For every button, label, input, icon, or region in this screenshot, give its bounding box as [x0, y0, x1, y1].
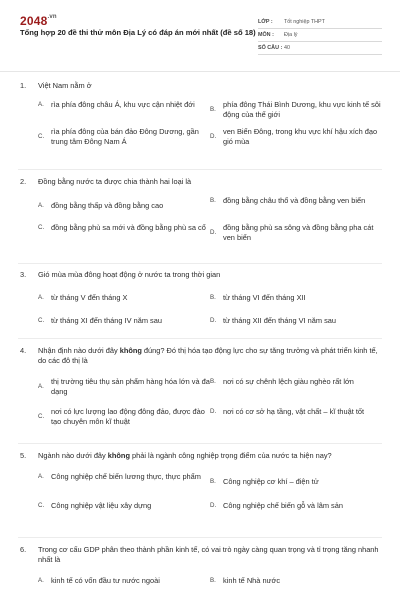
option-text: từ tháng XI đến tháng IV năm sau: [51, 316, 162, 325]
meta-value: 40: [284, 45, 290, 51]
stem-text: Nhận định nào dưới đây: [38, 346, 120, 355]
meta-label: LỚP :: [258, 19, 273, 25]
meta-row-count: [258, 42, 382, 55]
question-2: [20, 177, 380, 248]
option-c[interactable]: [38, 316, 208, 326]
option-d[interactable]: [210, 316, 382, 326]
option-text: từ tháng VI đến tháng XII: [223, 293, 306, 302]
option-key: A.: [38, 473, 44, 480]
question-3: [20, 270, 380, 329]
option-text: rìa phía đông châu Á, khu vực cận nhiệt đới: [51, 100, 195, 109]
question-stem: Trong cơ cấu GDP phân theo thành phần kinh tế, có vai trò ngày càng quan trọng và tỉ trọng tăng nhanh nhất là: [38, 545, 379, 564]
option-key: B.: [210, 378, 216, 385]
option-text: Công nghiệp vật liệu xây dựng: [51, 501, 152, 510]
meta-label: MÔN :: [258, 32, 274, 38]
option-key: B.: [210, 577, 216, 584]
question-number: 2.: [20, 177, 27, 186]
option-text: nơi có lực lượng lao động đông đảo, được đào tạo chuyên môn kĩ thuật: [51, 407, 205, 426]
exam-meta: [258, 16, 382, 55]
option-b[interactable]: [210, 377, 378, 387]
option-text: đồng bằng thấp và đồng bằng cao: [51, 201, 164, 210]
meta-value: Tốt nghiệp THPT: [284, 19, 325, 25]
option-b[interactable]: [210, 293, 382, 303]
page-header: [0, 0, 400, 66]
question-number: 4.: [20, 346, 27, 355]
option-d[interactable]: [210, 501, 382, 511]
question-stem: [38, 346, 380, 366]
option-text: nơi có cơ sở hạ tầng, vật chất – kĩ thuật tốt: [223, 407, 365, 416]
option-key: D.: [210, 408, 217, 415]
question-stem: [38, 451, 380, 461]
option-c[interactable]: [38, 127, 208, 147]
question-divider: [18, 443, 382, 444]
stem-text: phải là ngành công nghiệp trọng điểm của nước ta hiện nay?: [129, 451, 332, 460]
question-1: [20, 81, 380, 152]
option-key: B.: [210, 106, 216, 113]
option-key: C.: [38, 317, 45, 324]
option-text: Công nghiệp cơ khí – điện tử: [223, 477, 319, 486]
meta-label: SỐ CÂU :: [258, 45, 283, 51]
option-d[interactable]: [210, 407, 378, 417]
option-b[interactable]: [210, 477, 382, 487]
option-a[interactable]: [38, 100, 208, 110]
option-text: thị trường tiêu thụ sản phẩm hàng hóa lớn và đa dạng: [51, 377, 210, 396]
option-text: đồng bằng châu thổ và đồng bằng ven biển: [223, 196, 366, 205]
meta-row-grade: [258, 16, 382, 29]
option-d[interactable]: [210, 223, 382, 243]
option-key: B.: [210, 294, 216, 301]
option-key: D.: [210, 229, 217, 236]
option-c[interactable]: [38, 501, 210, 511]
option-text: đồng bằng phù sa sông và đồng bằng pha cát ven biển: [223, 223, 374, 242]
option-a[interactable]: [38, 377, 210, 397]
option-text: Công nghiệp chế biến lương thực, thực phẩm: [51, 472, 201, 481]
option-key: B.: [210, 197, 216, 204]
question-divider: [18, 169, 382, 170]
option-key: C.: [38, 224, 45, 231]
question-number: 5.: [20, 451, 27, 460]
option-a[interactable]: [38, 576, 210, 586]
option-text: từ tháng V đến tháng X: [51, 293, 128, 302]
option-d[interactable]: [210, 127, 382, 147]
option-a[interactable]: [38, 196, 208, 216]
option-key: C.: [38, 413, 45, 420]
option-text: từ tháng XII đến tháng VI năm sau: [223, 316, 337, 325]
meta-row-subject: [258, 29, 382, 42]
option-text: ven Biển Đông, trong khu vực khí hậu xích đạo gió mùa: [223, 127, 378, 146]
question-stem: Gió mùa mùa đông hoạt động ở nước ta trong thời gian: [38, 270, 221, 279]
option-b[interactable]: [210, 100, 382, 120]
option-b[interactable]: [210, 576, 382, 586]
option-key: C.: [38, 502, 45, 509]
option-text: kinh tế có vốn đầu tư nước ngoài: [51, 576, 160, 585]
option-key: A.: [38, 577, 44, 584]
option-key: A.: [38, 202, 44, 209]
stem-text: Ngành nào dưới đây: [38, 451, 108, 460]
question-stem: Việt Nam nằm ở: [38, 81, 92, 90]
question-5: [20, 451, 380, 514]
option-text: nơi có sự chênh lệch giàu nghèo rất lớn: [223, 377, 354, 386]
meta-value: Địa lý: [284, 32, 298, 38]
option-key: A.: [38, 383, 44, 390]
option-key: A.: [38, 294, 44, 301]
question-number: 6.: [20, 545, 27, 554]
option-key: B.: [210, 478, 216, 485]
question-divider: [18, 263, 382, 264]
option-text: phía đông Thái Bình Dương, khu vực kinh tế sôi động của thế giới: [223, 100, 381, 119]
option-text: đồng bằng phù sa mới và đồng bằng phù sa cổ: [51, 223, 206, 232]
option-key: D.: [210, 502, 217, 509]
stem-text: đúng? Đó thị hóa tạo động lực cho sự tăng trưởng và phát triển kinh tế, do các đô thị là: [38, 346, 378, 365]
document-title: Tổng hợp 20 đề thi thử môn Địa Lý có đáp án mới nhất (đề số 18): [20, 28, 256, 37]
option-text: kinh tế Nhà nước: [223, 576, 281, 585]
question-number: 3.: [20, 270, 27, 279]
option-a[interactable]: [38, 293, 208, 303]
option-c[interactable]: [38, 223, 210, 233]
stem-emphasis: không: [107, 451, 130, 460]
logo-suffix: .vn: [47, 14, 57, 20]
question-stem: Đồng bằng nước ta được chia thành hai loại là: [38, 177, 192, 186]
option-key: A.: [38, 101, 44, 108]
stem-emphasis: không: [119, 346, 142, 355]
logo-main: 2048: [20, 14, 48, 28]
question-divider: [18, 537, 382, 538]
question-6: [20, 545, 380, 588]
header-divider: [0, 71, 400, 72]
question-divider: [18, 338, 382, 339]
question-4: [20, 346, 380, 431]
option-text: rìa phía đông của bán đảo Đông Dương, gần trung tâm Đông Nam Á: [51, 127, 199, 146]
option-key: D.: [210, 317, 217, 324]
site-logo[interactable]: [20, 14, 57, 28]
option-text: Công nghiệp chế biến gỗ và lâm sản: [223, 501, 343, 510]
question-number: 1.: [20, 81, 27, 90]
option-b[interactable]: [210, 196, 382, 206]
option-c[interactable]: [38, 407, 210, 427]
option-key: D.: [210, 133, 217, 140]
option-key: C.: [38, 133, 45, 140]
option-a[interactable]: [38, 472, 210, 482]
